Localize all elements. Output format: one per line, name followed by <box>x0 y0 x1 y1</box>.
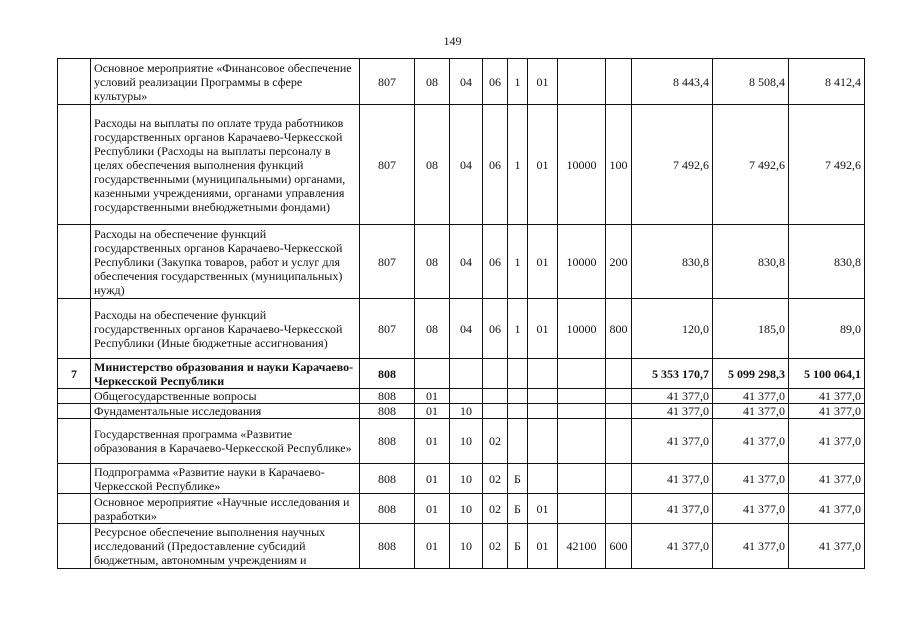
expense-type-code <box>606 404 632 419</box>
rz-code: 08 <box>415 59 450 105</box>
row-name: Расходы на обеспечение функций государственных органов Карачаево-Черкесской Республики (Иные бюджетные ассигнования) <box>91 299 360 359</box>
value-year-3: 830,8 <box>789 225 865 299</box>
subprogram-code: 1 <box>508 225 528 299</box>
expense-type-code <box>606 419 632 464</box>
value-year-2: 41 377,0 <box>713 404 789 419</box>
row-number: 7 <box>58 359 91 389</box>
subprogram-code: Б <box>508 524 528 569</box>
direction-code <box>558 404 606 419</box>
direction-code: 10000 <box>558 299 606 359</box>
value-year-2: 185,0 <box>713 299 789 359</box>
pr-code <box>450 359 483 389</box>
expense-type-code: 100 <box>606 105 632 225</box>
event-code: 01 <box>528 59 558 105</box>
event-code: 01 <box>528 105 558 225</box>
value-year-1: 41 377,0 <box>632 419 713 464</box>
row-number <box>58 59 91 105</box>
budget-table <box>57 58 865 569</box>
row-number <box>58 225 91 299</box>
program-code: 02 <box>483 419 508 464</box>
row-number <box>58 105 91 225</box>
program-code <box>483 359 508 389</box>
table-row <box>58 524 865 569</box>
value-year-3: 5 100 064,1 <box>789 359 865 389</box>
value-year-3: 41 377,0 <box>789 524 865 569</box>
value-year-3: 41 377,0 <box>789 389 865 404</box>
gr-code: 808 <box>360 464 415 494</box>
table-row <box>58 59 865 105</box>
subprogram-code: Б <box>508 464 528 494</box>
value-year-2: 8 508,4 <box>713 59 789 105</box>
value-year-2: 41 377,0 <box>713 419 789 464</box>
subprogram-code: 1 <box>508 59 528 105</box>
value-year-3: 7 492,6 <box>789 105 865 225</box>
rz-code: 01 <box>415 464 450 494</box>
table-row <box>58 404 865 419</box>
direction-code <box>558 494 606 524</box>
row-number <box>58 524 91 569</box>
program-code: 02 <box>483 524 508 569</box>
value-year-1: 120,0 <box>632 299 713 359</box>
table-row <box>58 225 865 299</box>
direction-code: 10000 <box>558 225 606 299</box>
gr-code: 808 <box>360 419 415 464</box>
expense-type-code <box>606 464 632 494</box>
value-year-2: 7 492,6 <box>713 105 789 225</box>
program-code: 06 <box>483 225 508 299</box>
value-year-3: 41 377,0 <box>789 404 865 419</box>
row-name: Расходы на обеспечение функций государственных органов Карачаево-Черкесской Республики (Закупка товаров, работ и услуг для обеспечения государственных (муниципальных) нужд) <box>91 225 360 299</box>
rz-code: 08 <box>415 225 450 299</box>
expense-type-code <box>606 389 632 404</box>
expense-type-code: 200 <box>606 225 632 299</box>
value-year-2: 5 099 298,3 <box>713 359 789 389</box>
table-row <box>58 419 865 464</box>
gr-code: 807 <box>360 225 415 299</box>
direction-code <box>558 389 606 404</box>
row-name: Общегосударственные вопросы <box>91 389 360 404</box>
direction-code <box>558 59 606 105</box>
direction-code: 10000 <box>558 105 606 225</box>
pr-code: 10 <box>450 464 483 494</box>
gr-code: 808 <box>360 524 415 569</box>
value-year-1: 8 443,4 <box>632 59 713 105</box>
program-code: 02 <box>483 464 508 494</box>
event-code: 01 <box>528 524 558 569</box>
value-year-2: 41 377,0 <box>713 524 789 569</box>
pr-code: 04 <box>450 225 483 299</box>
program-code: 06 <box>483 59 508 105</box>
subprogram-code <box>508 419 528 464</box>
row-name: Фундаментальные исследования <box>91 404 360 419</box>
row-name: Основное мероприятие «Научные исследования и разработки» <box>91 494 360 524</box>
row-number <box>58 494 91 524</box>
table-row <box>58 389 865 404</box>
direction-code <box>558 464 606 494</box>
value-year-1: 41 377,0 <box>632 389 713 404</box>
value-year-2: 830,8 <box>713 225 789 299</box>
program-code <box>483 404 508 419</box>
page-number: 149 <box>443 34 462 48</box>
gr-code: 807 <box>360 299 415 359</box>
value-year-2: 41 377,0 <box>713 494 789 524</box>
program-code: 06 <box>483 105 508 225</box>
row-name: Расходы на выплаты по оплате труда работников государственных органов Карачаево-Черкесской Республики (Расходы на выплаты персоналу в целях обеспечения выполнения функций государственными (муниципальными) органами, казенными учреждениями, органами управления государственными внебюджетными фондами) <box>91 105 360 225</box>
row-name: Государственная программа «Развитие образования в Карачаево-Черкесской Республике» <box>91 419 360 464</box>
value-year-1: 41 377,0 <box>632 524 713 569</box>
row-name: Подпрограмма «Развитие науки в Карачаево-Черкесской Республике» <box>91 464 360 494</box>
expense-type-code <box>606 59 632 105</box>
subprogram-code <box>508 389 528 404</box>
pr-code: 10 <box>450 524 483 569</box>
subprogram-code: 1 <box>508 105 528 225</box>
program-code: 02 <box>483 494 508 524</box>
value-year-1: 830,8 <box>632 225 713 299</box>
gr-code: 807 <box>360 59 415 105</box>
row-number <box>58 419 91 464</box>
rz-code: 08 <box>415 105 450 225</box>
program-code <box>483 389 508 404</box>
direction-code <box>558 419 606 464</box>
value-year-1: 41 377,0 <box>632 494 713 524</box>
row-name: Ресурсное обеспечение выполнения научных исследований (Предоставление субсидий бюджетным, автономным учреждениям и <box>91 524 360 569</box>
subprogram-code: 1 <box>508 299 528 359</box>
event-code <box>528 464 558 494</box>
table-row <box>58 299 865 359</box>
rz-code: 01 <box>415 404 450 419</box>
row-number <box>58 389 91 404</box>
expense-type-code <box>606 359 632 389</box>
value-year-3: 8 412,4 <box>789 59 865 105</box>
direction-code <box>558 359 606 389</box>
value-year-3: 41 377,0 <box>789 464 865 494</box>
value-year-3: 41 377,0 <box>789 419 865 464</box>
pr-code: 04 <box>450 105 483 225</box>
value-year-1: 5 353 170,7 <box>632 359 713 389</box>
event-code <box>528 389 558 404</box>
rz-code: 01 <box>415 419 450 464</box>
gr-code: 808 <box>360 404 415 419</box>
program-code: 06 <box>483 299 508 359</box>
rz-code: 01 <box>415 494 450 524</box>
row-number <box>58 299 91 359</box>
subprogram-code: Б <box>508 494 528 524</box>
row-name: Министерство образования и науки Карачаево-Черкесской Республики <box>91 359 360 389</box>
value-year-2: 41 377,0 <box>713 389 789 404</box>
pr-code: 10 <box>450 419 483 464</box>
subprogram-code <box>508 404 528 419</box>
gr-code: 808 <box>360 359 415 389</box>
table-row <box>58 105 865 225</box>
row-name: Основное мероприятие «Финансовое обеспечение условий реализации Программы в сфере культуры» <box>91 59 360 105</box>
expense-type-code <box>606 494 632 524</box>
gr-code: 808 <box>360 494 415 524</box>
value-year-3: 41 377,0 <box>789 494 865 524</box>
event-code: 01 <box>528 299 558 359</box>
gr-code: 808 <box>360 389 415 404</box>
expense-type-code: 600 <box>606 524 632 569</box>
pr-code <box>450 389 483 404</box>
subprogram-code <box>508 359 528 389</box>
table-row <box>58 359 865 389</box>
pr-code: 04 <box>450 299 483 359</box>
expense-type-code: 800 <box>606 299 632 359</box>
rz-code: 01 <box>415 389 450 404</box>
table-row <box>58 494 865 524</box>
pr-code: 10 <box>450 404 483 419</box>
event-code: 01 <box>528 494 558 524</box>
rz-code: 01 <box>415 524 450 569</box>
table-row <box>58 464 865 494</box>
event-code <box>528 359 558 389</box>
pr-code: 04 <box>450 59 483 105</box>
event-code <box>528 419 558 464</box>
value-year-2: 41 377,0 <box>713 464 789 494</box>
row-number <box>58 464 91 494</box>
value-year-1: 41 377,0 <box>632 404 713 419</box>
rz-code: 08 <box>415 299 450 359</box>
value-year-1: 41 377,0 <box>632 464 713 494</box>
direction-code: 42100 <box>558 524 606 569</box>
event-code <box>528 404 558 419</box>
event-code: 01 <box>528 225 558 299</box>
value-year-1: 7 492,6 <box>632 105 713 225</box>
rz-code <box>415 359 450 389</box>
row-number <box>58 404 91 419</box>
gr-code: 807 <box>360 105 415 225</box>
pr-code: 10 <box>450 494 483 524</box>
value-year-3: 89,0 <box>789 299 865 359</box>
